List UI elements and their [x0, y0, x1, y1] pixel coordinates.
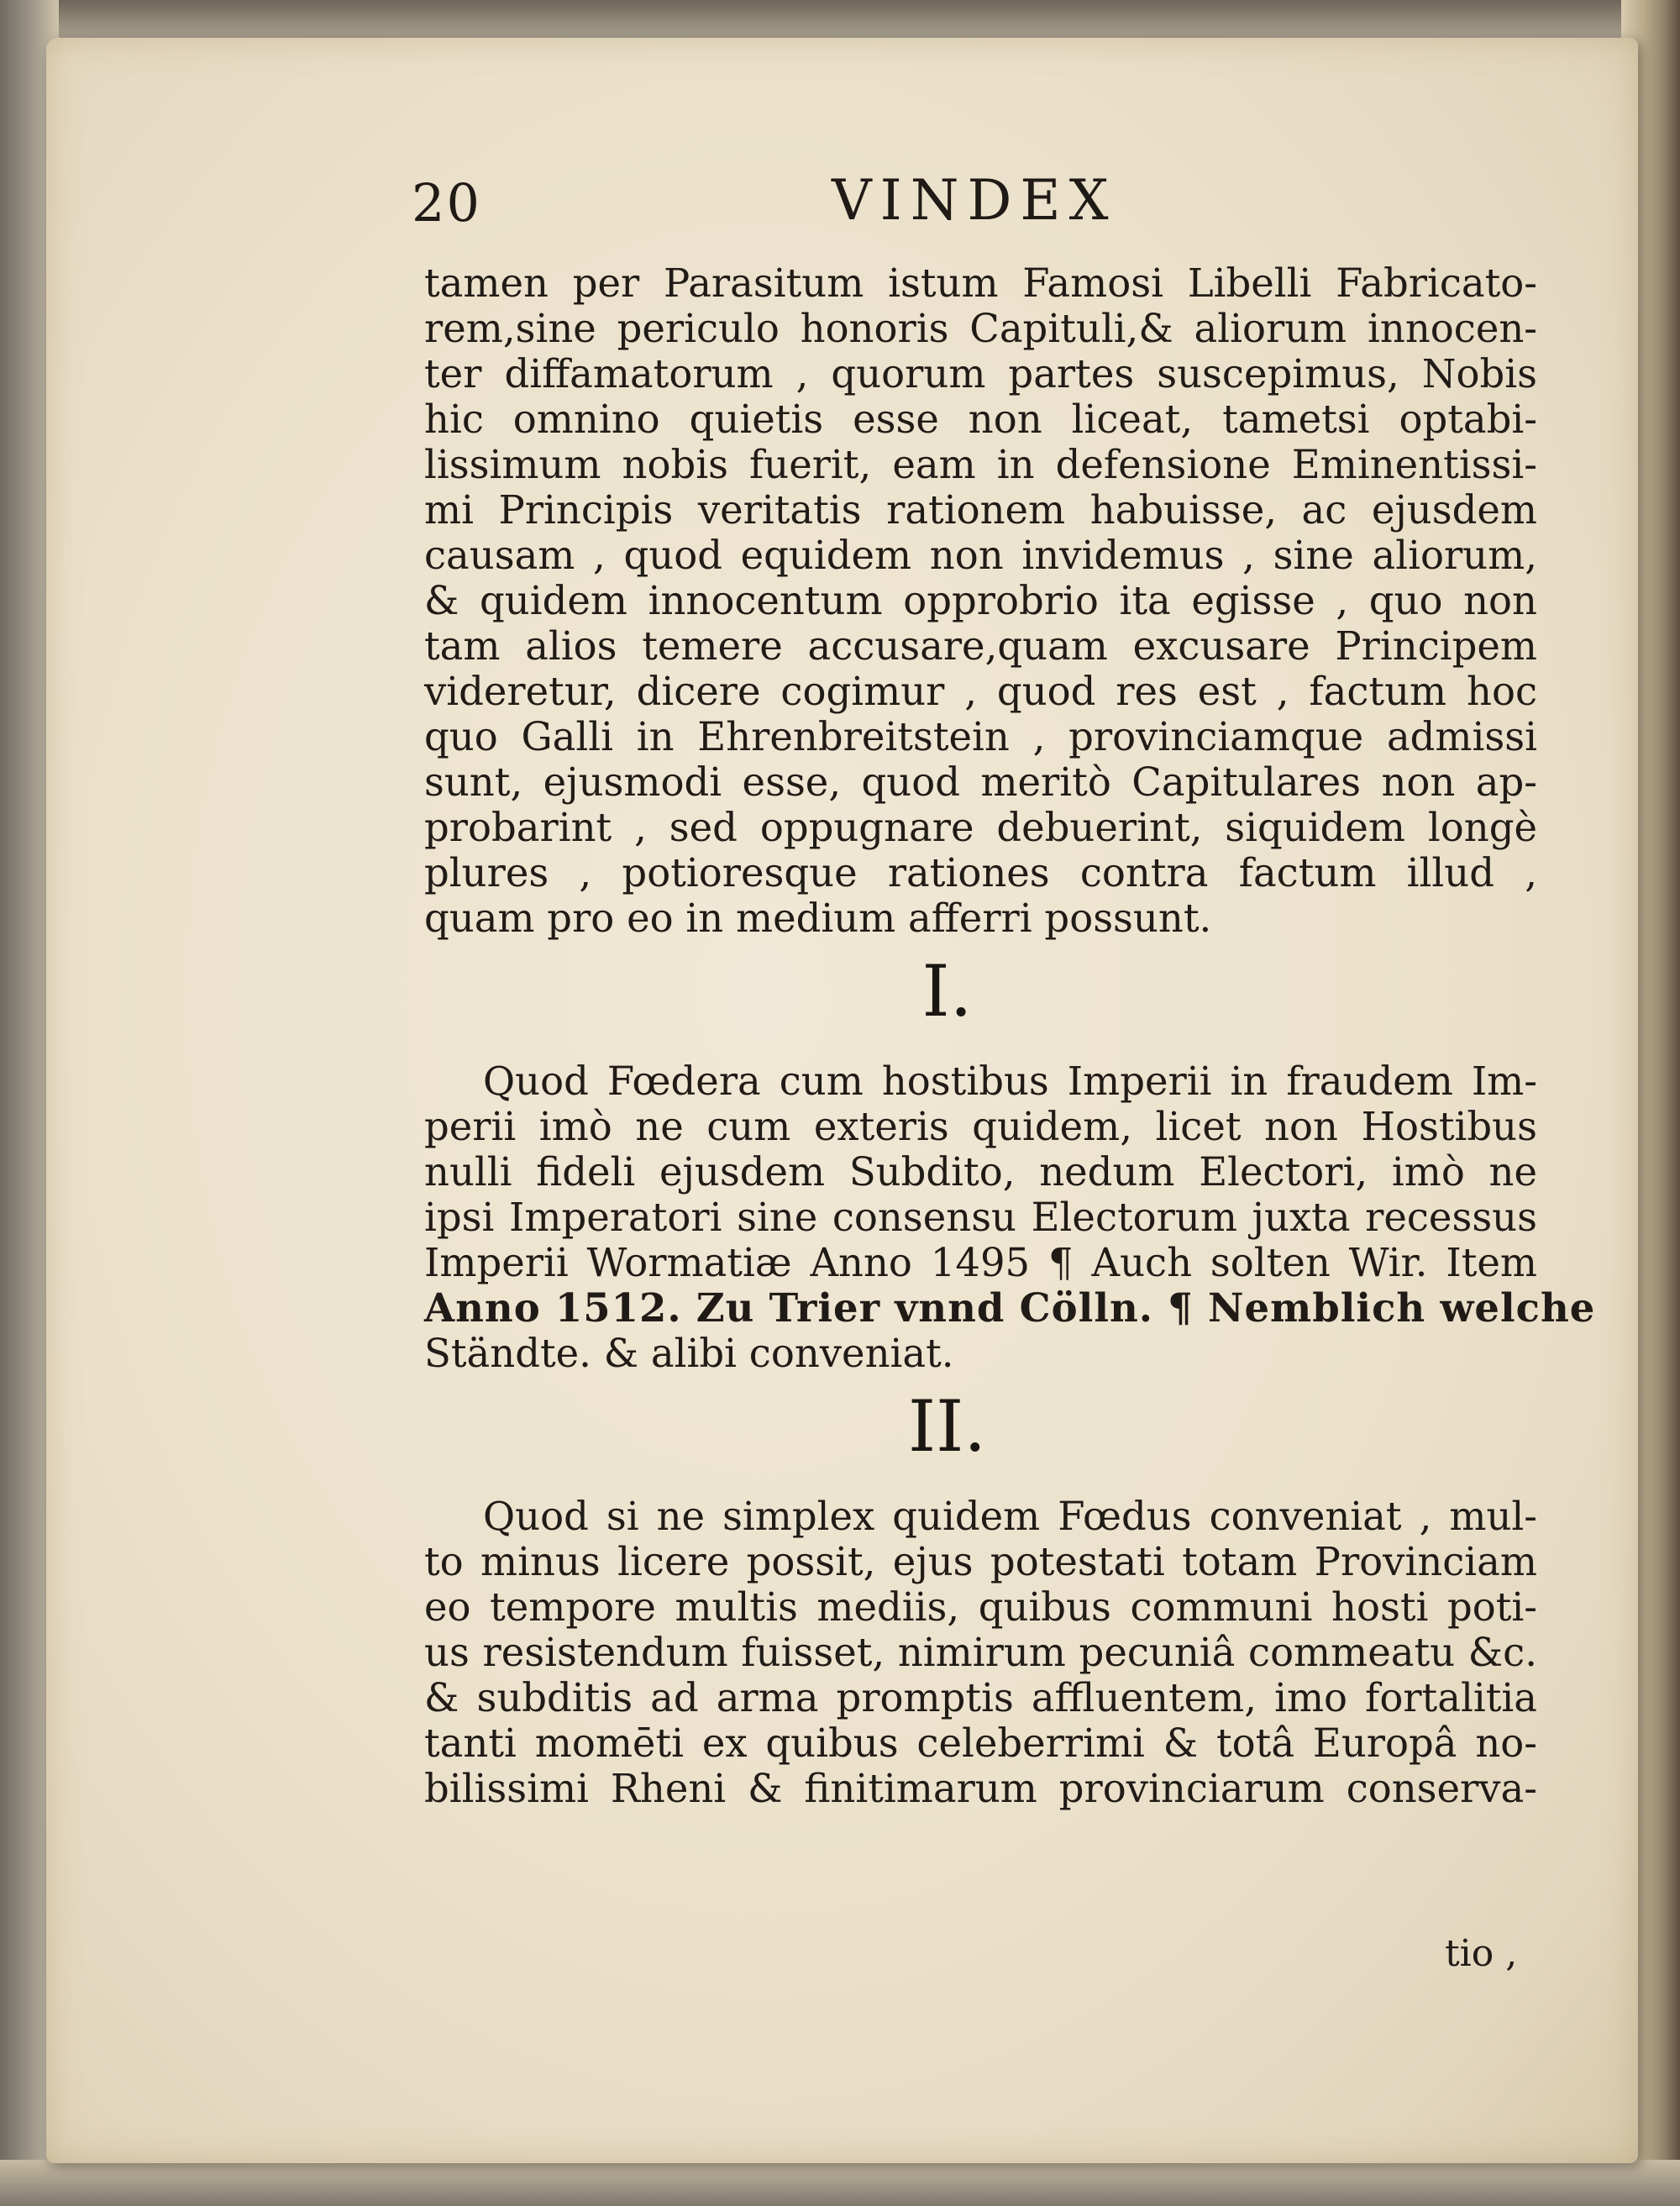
body-text [424, 260, 1596, 1811]
book-bottom-edge [0, 2160, 1680, 2206]
text-line: mi Principis veritatis rationem habuisse, ac ejusdem [424, 487, 1537, 533]
catchword: tio , [1445, 1932, 1518, 1975]
page-number: 20 [412, 172, 481, 234]
text-line: us resistendum fuisset, nimirum pecuniâ commeatu &c. [424, 1630, 1537, 1675]
text-line: ter diffamatorum , quorum partes suscepimus, Nobis [424, 351, 1537, 397]
text-line: bilissimi Rheni & finitimarum provinciarum conserva- [424, 1766, 1537, 1811]
text-line: causam , quod equidem non invidemus , sine aliorum, [424, 533, 1537, 578]
text-line: rem,sine periculo honoris Capituli,& aliorum innocen- [424, 306, 1537, 351]
text-line: Ständte. & alibi conveniat. [424, 1331, 954, 1376]
text-line: to minus licere possit, ejus potestati totam Provinciam [424, 1539, 1537, 1584]
text-line: sunt, ejusmodi esse, quod meritò Capitulares non ap- [424, 759, 1537, 805]
text-line: nulli fideli ejusdem Subdito, nedum Electori, imò ne [424, 1149, 1537, 1195]
text-line: plures , potioresque rationes contra factum illud , [424, 850, 1537, 896]
text-line: quam pro eo in medium afferri possunt. [424, 896, 1212, 941]
text-line: hic omnino quietis esse non liceat, tametsi optabi- [424, 397, 1537, 442]
intro-paragraph [424, 260, 1537, 941]
text-line: lissimum nobis fuerit, eam in defensione Eminentissi- [424, 442, 1537, 487]
text-line: tam alios temere accusare,quam excusare Principem [424, 623, 1537, 669]
section-two-paragraph [424, 1494, 1537, 1811]
text-line: tanti momēti ex quibus celeberrimi & totâ Europâ no- [424, 1720, 1537, 1766]
text-line: perii imò ne cum exteris quidem, licet non Hostibus [424, 1104, 1537, 1149]
text-line: probarint , sed oppugnare debuerint, siquidem longè [424, 805, 1537, 850]
text-line: & subditis ad arma promptis affluentem, imo fortalitia [424, 1675, 1537, 1720]
text-line: Imperii Wormatiæ Anno 1495 ¶ Auch solten Wir. Item [424, 1240, 1537, 1285]
text-line: videretur, dicere cogimur , quod res est , factum hoc [424, 669, 1537, 714]
section-one-paragraph [424, 1058, 1596, 1376]
text-line: ipsi Imperatori sine consensu Electorum juxta recessus [424, 1195, 1537, 1240]
text-line: Quod Fœdera cum hostibus Imperii in fraudem Im- [483, 1058, 1537, 1104]
text-line: quo Galli in Ehrenbreitstein , provinciamque admissi [424, 714, 1537, 759]
running-title: VINDEX [832, 168, 1117, 233]
text-line: Anno 1512. Zu Trier vnnd Cölln. ¶ Nemblich welche [424, 1284, 1596, 1331]
page-header [412, 168, 1252, 244]
text-line: eo tempore multis mediis, quibus communi hosti poti- [424, 1584, 1537, 1630]
text-line: tamen per Parasitum istum Famosi Libelli Fabricato- [424, 260, 1537, 306]
section-heading-two: II. [907, 1385, 987, 1468]
text-line: & quidem innocentum opprobrio ita egisse , quo non [424, 578, 1537, 623]
text-line: Quod si ne simplex quidem Fœdus conveniat , mul- [483, 1494, 1537, 1539]
section-heading-one: I. [921, 950, 973, 1032]
